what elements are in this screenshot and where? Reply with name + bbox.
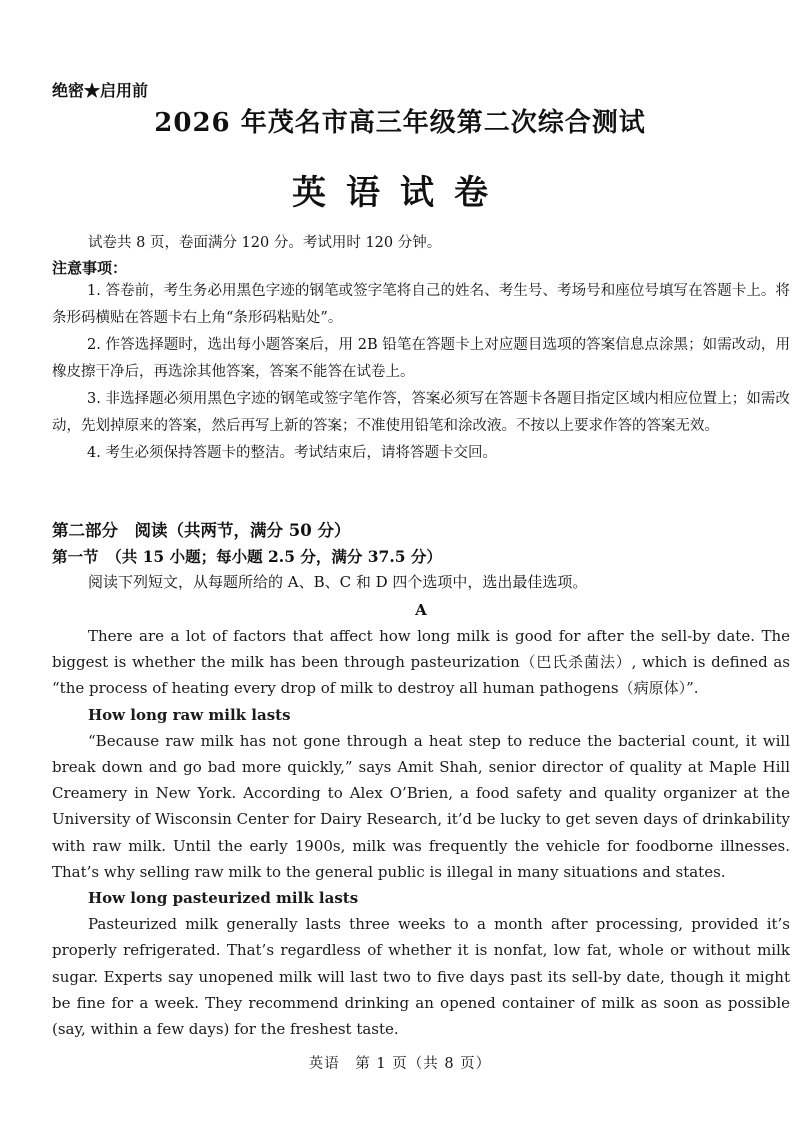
notice-heading: 注意事项：	[52, 259, 128, 277]
passage-paragraph: Pasteurized milk generally lasts three weeks to a month after processing, provided it’s properly refrigerated. That’s regardless of whether it is nonfat, low fat, whole or without milk sugar. Experts say unopened milk will last two to five days past its sell-by date, though it might be fine for a week. They recommend drinking an opened container of milk as soon as possible (say, within a few days) for the freshest taste.	[52, 915, 790, 1039]
notice-item: 3. 非选择题必须用黑色字迹的钢笔或签字笔作答，答案必须写在答题卡各题目指定区域内相应位置上；如需改动，先划掉原来的答案，然后再写上新的答案；不准使用铅笔和涂改液。不按以上要求作答的答案无效。	[52, 391, 790, 434]
exam-meta: 试卷共 8 页，卷面满分 120 分。考试用时 120 分钟。	[88, 235, 442, 251]
page-footer: 英语 第 1 页（共 8 页）	[308, 1056, 492, 1072]
secret-mark: 绝密★启用前	[52, 81, 149, 100]
passage-paragraph: There are a lot of factors that affect how long milk is good for after the sell-by date. The biggest is whether the milk has been through pasteurization（巴氏杀菌法）, which is defined as “the process of heating every drop of milk to destroy all human pathogens（病原体）”.	[52, 627, 790, 698]
part-heading: 第二部分 阅读（共两节，满分 50 分）	[52, 521, 351, 540]
exam-subtitle: 英语试卷	[292, 173, 508, 213]
passage-body	[52, 623, 790, 1042]
passage-subheading: How long raw milk lasts	[88, 705, 291, 724]
notice-item: 4. 考生必须保持答题卡的整洁。考试结束后，请将答题卡交回。	[87, 445, 497, 461]
passage-paragraph: “Because raw milk has not gone through a heat step to reduce the bacterial count, it will break down and go bad more quickly,” says Amit Shah, senior director of quality at Maple Hill Creamery in New York. According to Alex O’Brien, a food safety and quality organizer at the University of Wisconsin Center for Dairy Research, it’d be lucky to get seven days of drinkability with raw milk. Until the early 1900s, milk was frequently the vehicle for foodborne illnesses. That’s why selling raw milk to the general public is illegal in many situations and states.	[52, 731, 790, 881]
exam-title: 2026 年茂名市高三年级第二次综合测试	[154, 108, 646, 138]
notice-item: 1. 答卷前，考生务必用黑色字迹的钢笔或签字笔将自己的姓名、考生号、考场号和座位号填写在答题卡上。将条形码横贴在答题卡右上角“条形码粘贴处”。	[52, 283, 790, 326]
notice-item: 2. 作答选择题时，选出每小题答案后，用 2B 铅笔在答题卡上对应题目选项的答案信息点涂黑；如需改动，用橡皮擦干净后，再选涂其他答案，答案不能答在试卷上。	[52, 337, 790, 380]
passage-subheading: How long pasteurized milk lasts	[88, 889, 359, 908]
section-instruction: 阅读下列短文，从每题所给的 A、B、C 和 D 四个选项中，选出最佳选项。	[88, 573, 588, 591]
passage-label: A	[415, 601, 427, 619]
notice-list	[52, 278, 790, 467]
section-heading: 第一节 （共 15 小题；每小题 2.5 分，满分 37.5 分）	[52, 547, 442, 566]
